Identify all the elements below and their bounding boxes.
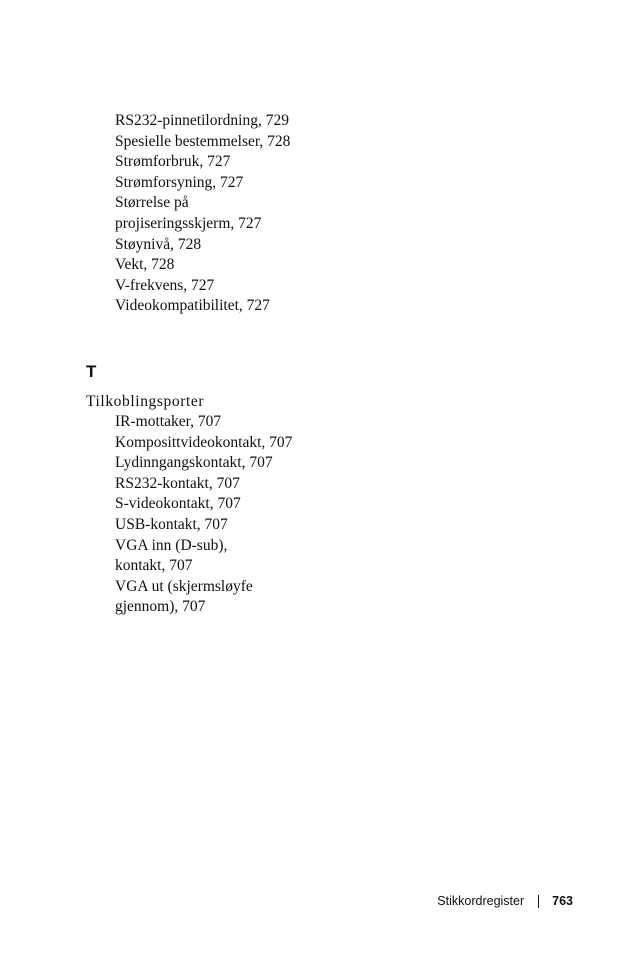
index-subentry: RS232-pinnetilordning, 729: [115, 112, 289, 129]
index-subentry: Videokompatibilitet, 727: [115, 297, 270, 315]
index-subentry-continuation: kontakt, 707: [115, 557, 193, 575]
index-subentry: Strømforbruk, 727: [115, 153, 231, 171]
index-subentry: IR-mottaker, 707: [115, 413, 222, 430]
index-subentry: Størrelse på: [115, 194, 189, 212]
index-subentry: Komposittvideokontakt, 707: [115, 433, 293, 451]
index-subentry: VGA ut (skjermsløyfe: [115, 577, 253, 595]
page-footer: [437, 892, 573, 910]
footer-section-name: Stikkordregister: [437, 894, 525, 908]
index-subentry-continuation: projiseringsskjerm, 727: [115, 214, 262, 232]
index-subentry: VGA inn (D-sub),: [115, 536, 228, 554]
index-main-entry: Tilkoblingsporter: [86, 393, 205, 410]
index-subentry: Vekt, 728: [115, 256, 175, 274]
index-subentries-bottom: [115, 412, 375, 618]
index-subentry: Lydinngangskontakt, 707: [115, 454, 273, 472]
footer-divider: [538, 895, 539, 908]
index-subentry: Spesielle bestemmelser, 728: [115, 132, 291, 150]
page-number: 763: [552, 894, 573, 908]
index-subentry: USB-kontakt, 707: [115, 515, 228, 533]
index-subentry-continuation: gjennom), 707: [115, 598, 206, 616]
index-subentry: RS232-kontakt, 707: [115, 474, 240, 492]
index-subentry: V-frekvens, 727: [115, 276, 215, 294]
index-subentry: Strømforsyning, 727: [115, 173, 244, 191]
index-section-letter: T: [86, 362, 97, 381]
index-subentries-top: [115, 111, 375, 317]
index-subentry: S-videokontakt, 707: [115, 495, 241, 513]
index-subentry: Støynivå, 728: [115, 235, 202, 253]
